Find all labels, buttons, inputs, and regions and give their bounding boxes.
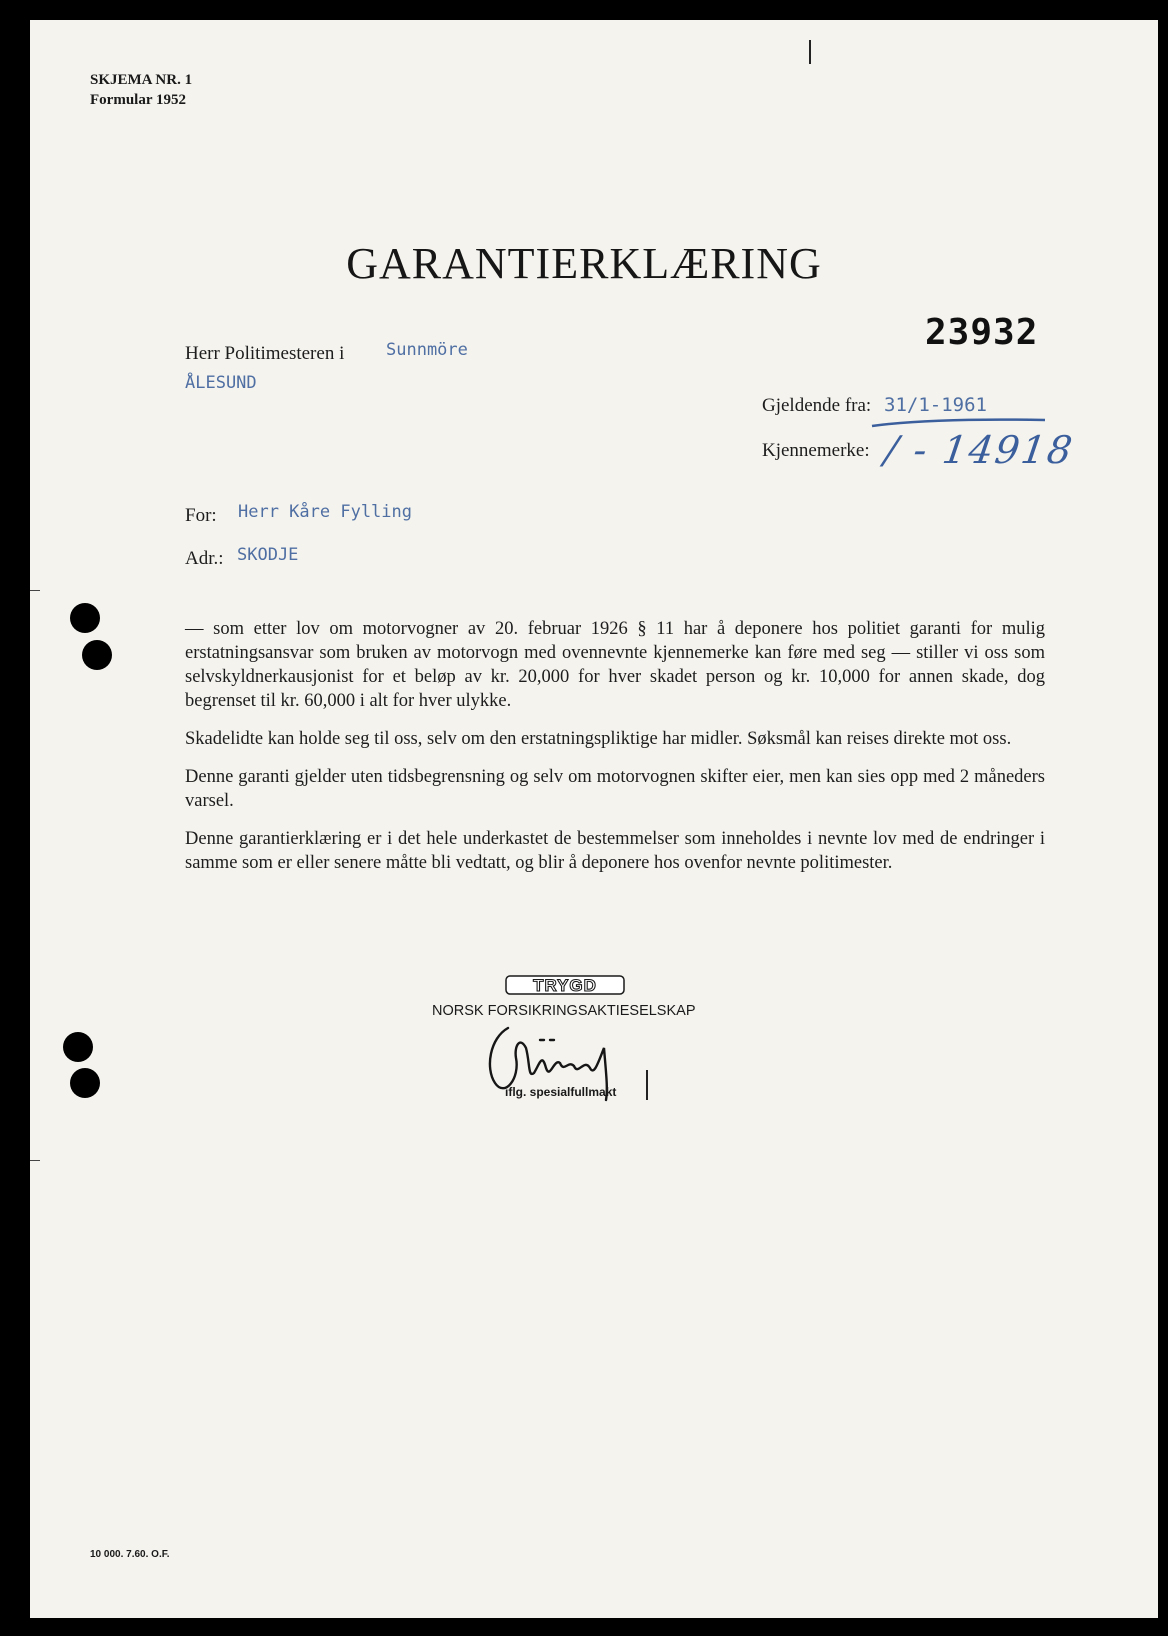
print-code: 10 000. 7.60. O.F. <box>90 1549 170 1560</box>
margin-mark <box>30 590 40 591</box>
company-logo <box>505 975 625 995</box>
margin-mark <box>30 1160 40 1161</box>
signature-authority: iflg. spesialfullmakt <box>505 1085 617 1099</box>
form-year: Formular 1952 <box>90 92 186 108</box>
address-value: SKODJE <box>237 545 299 565</box>
body-paragraph: — som etter lov om motorvogner av 20. februar 1926 § 11 har å deponere hos politiet garanti for mulig erstatningsansvar som bruken av motorvogn med ovennevnte kjennemerke kan føre med seg — stiller vi oss som selvskyldnerkausjonist for et beløp av kr. 20,000 for hver skadet person og kr. 10,000 for annen skade, dog begrenset til kr. 60,000 i alt for hver ulykke. <box>185 619 1045 711</box>
page-title: GARANTIERKLÆRING <box>346 239 822 288</box>
registration-value: / - 14918 <box>881 428 1077 472</box>
document-number: 23932 <box>925 312 1039 353</box>
body-paragraph: Skadelidte kan holde seg til oss, selv om den erstatningspliktige har midler. Søksmål kan reises direkte mot oss. <box>185 729 1012 749</box>
address-label: Adr.: <box>185 548 224 569</box>
body-paragraph: Denne garantierklæring er i det hele underkastet de bestemmelser som inneholdes i nevnte lov med de endringer i samme som er eller senere måtte bli vedtatt, og blir å deponere hos ovenfor nevnte politimester. <box>185 829 1045 873</box>
recipient-district: Sunnmöre <box>386 340 468 360</box>
signature-tick <box>646 1070 648 1100</box>
punch-hole <box>70 603 100 633</box>
margin-mark <box>809 40 811 64</box>
form-number: SKJEMA NR. 1 <box>90 72 193 88</box>
company-name: NORSK FORSIKRINGSAKTIESELSKAP <box>432 1003 696 1019</box>
for-value: Herr Kåre Fylling <box>238 502 412 522</box>
recipient-city: ÅLESUND <box>185 373 257 393</box>
punch-hole <box>70 1068 100 1098</box>
valid-from-label: Gjeldende fra: <box>762 395 872 416</box>
company-logo-text: TRYGD <box>533 976 597 995</box>
body-paragraph: Denne garanti gjelder uten tidsbegrensning og selv om motorvognen skifter eier, men kan sies opp med 2 måneders varsel. <box>185 767 1045 811</box>
valid-from-value: 31/1-1961 <box>884 394 987 416</box>
punch-hole <box>63 1032 93 1062</box>
body-text <box>185 617 1045 889</box>
punch-hole <box>82 640 112 670</box>
recipient-label: Herr Politimesteren i <box>185 343 345 364</box>
for-label: For: <box>185 505 217 526</box>
registration-label: Kjennemerke: <box>762 440 870 461</box>
